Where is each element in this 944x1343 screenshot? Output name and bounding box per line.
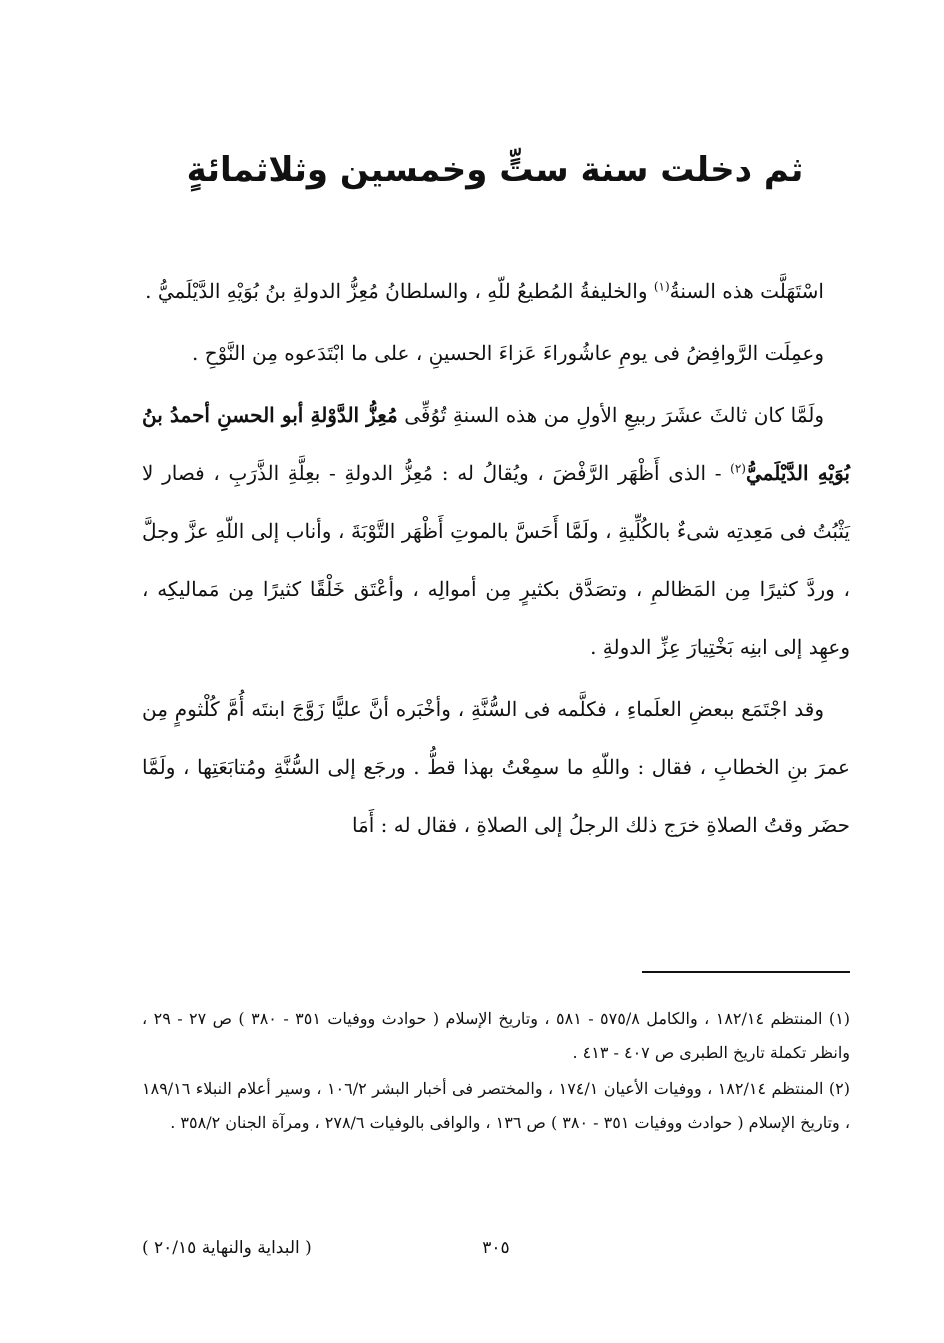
paragraph-4: وقد اجْتَمَع ببعضِ العلَماءِ ، فكلَّمه فى السُّنَّةِ ، وأخْبَره أنَّ عليًّا زَوَّجَ ابنتَه أُمَّ كُلْثومٍ مِن عمرَ بنِ الخطابِ ، فقال : واللّهِ ما سمِعْتُ بهذا قطُّ . ورجَع إلى السُّنَّةِ ومُتابَعَتِها ، ولَمَّا حضَر وقتُ الصلاةِ خرَج ذلك الرجلُ إلى الصلاةِ ، فقال له : أَمَا bbox=[142, 697, 850, 837]
footnote-1: (١) المنتظم ١٨٢/١٤ ، والكامل ٥٧٥/٨ - ٥٨١ ، وتاريخ الإسلام ( حوادث ووفيات ٣٥١ - ٣٨٠ ) ص ٢٧ - ٢٩ ، وانظر تكملة تاريخ الطبرى ص ٤٠٧ - ٤١٣ . bbox=[142, 1009, 851, 1062]
paragraph-3 bbox=[142, 386, 850, 676]
footnote-2: (٢) المنتظم ١٨٢/١٤ ، ووفيات الأعيان ١٧٤/١ ، والمختصر فى أخبار البشر ١٠٦/٢ ، وسير أعلام النبلاء ١٨٩/١٦ ، وتاريخ الإسلام ( حوادث ووفيات ٣٥١ - ٣٨٠ ) ص ١٣٦ ، والوافى بالوفيات ٢٧٨/٦ ، ومرآة الجنان ٣٥٨/٢ . bbox=[142, 1079, 851, 1132]
paragraph-1 bbox=[142, 262, 850, 320]
chapter-title: ثم دخلت سنة ستٍّ وخمسين وثلاثمائةٍ bbox=[186, 150, 804, 190]
page-number: ٣٠٥ bbox=[482, 1238, 510, 1258]
paragraph-1-text-a: اسْتَهَلَّت هذه السنةُ bbox=[669, 279, 824, 303]
footnote-ref-1: (١) bbox=[653, 279, 670, 294]
page-footer bbox=[142, 1238, 850, 1268]
paragraph-3-text-a: ولَمَّا كان ثالثَ عشَرَ ربيعِ الأولِ من هذه السنةِ تُوُفِّى bbox=[397, 403, 825, 427]
paragraph-3-text-b: - الذى أَظْهَر الرَّفْضَ ، ويُقالُ له : مُعِزُّ الدولةِ - بعِلَّةِ الذَّرَبِ ، فصار لا يَثْبُتُ فى مَعِدتِه شىءٌ بالكُلِّيةِ ، ولَمَّا أَحَسَّ بالموتِ أَظْهَر التَّوْبَةَ ، وأناب إلى اللّهِ عزَّ وجلَّ ، وردَّ كثيرًا مِن المَظالمِ ، وتصَدَّق بكثيرٍ مِن أموالِه ، وأعْتَق خَلْقًا كثيرًا مِن مَماليكِه ، وعهِد إلى ابنِه بَخْتِيارَ عِزِّ الدولةِ . bbox=[142, 461, 850, 659]
footnote-divider bbox=[642, 971, 850, 973]
footnote-ref-2: (٢) bbox=[730, 461, 746, 476]
footnotes bbox=[142, 1002, 850, 1142]
main-text bbox=[142, 262, 850, 858]
paragraph-1-text-b: والخليفةُ المُطيعُ للّهِ ، والسلطانُ مُعِزُّ الدولةِ بنُ بُوَيْهِ الدَّيْلَميُّ . bbox=[145, 279, 654, 303]
source-reference: ( البداية والنهاية ٢٠/١٥ ) bbox=[142, 1238, 312, 1258]
paragraph-3-bold-name: مُعِزُّ الدَّوْلةِ أبو الحسنِ أحمدُ بنُ بُوَيْهِ الدَّيْلَميُّ bbox=[142, 403, 850, 485]
paragraph-2: وعمِلَت الرَّوافِضُ فى يومِ عاشُوراءَ عَزاءَ الحسينِ ، على ما ابْتَدَعوه مِن النَّوْحِ . bbox=[192, 341, 824, 365]
